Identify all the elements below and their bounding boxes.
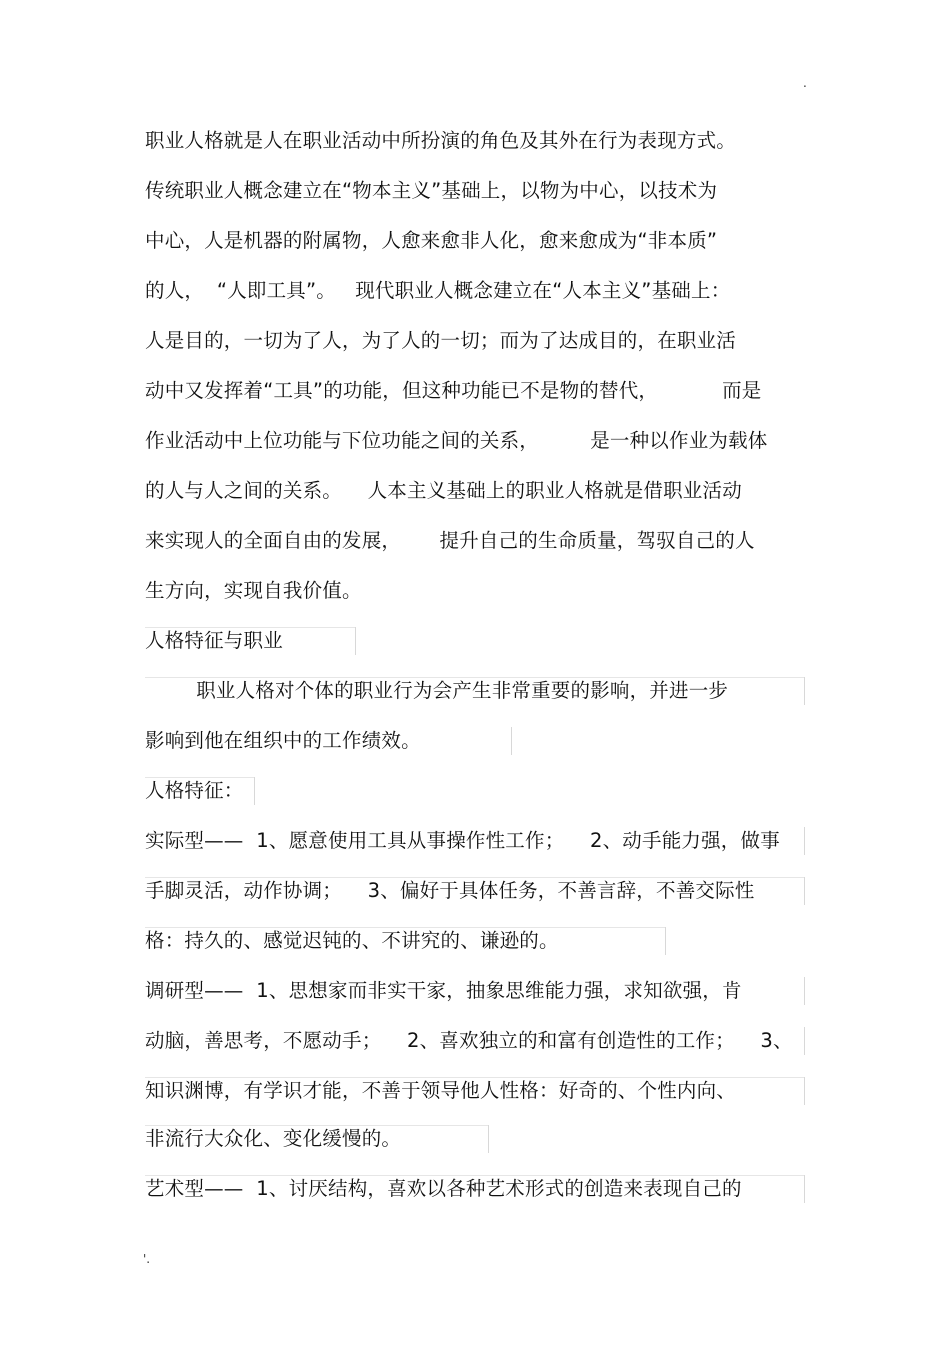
cell-border: [804, 677, 805, 705]
body-text-line: 格：持久的、感觉迟钝的、不讲究的、谦逊的。: [145, 929, 559, 952]
body-text-line: 动中又发挥着“工具”的功能，但这种功能已不是物的替代， 而是: [145, 379, 762, 402]
cell-border: [254, 777, 255, 805]
cell-border: [804, 877, 805, 905]
body-text-line: 中心，人是机器的附属物，人愈来愈非人化，愈来愈成为“非本质”: [145, 229, 718, 252]
body-text-line: 职业人格对个体的职业行为会产生非常重要的影响，并进一步: [145, 679, 729, 702]
body-text-line: 来实现人的全面自由的发展， 提升自己的生命质量，驾驭自己的人: [145, 529, 755, 552]
body-text-line: 调研型—— 1、思想家而非实干家，抽象思维能力强，求知欲强，肯: [145, 979, 742, 1002]
cell-border: [511, 727, 512, 755]
body-text-line: 的人， “人即工具”。 现代职业人概念建立在“人本主义”基础上：: [145, 279, 731, 302]
cell-border: [804, 1077, 805, 1105]
section-heading: 人格特征与职业: [145, 629, 283, 652]
body-text-line: 职业人格就是人在职业活动中所扮演的角色及其外在行为表现方式。: [145, 129, 737, 152]
body-text-line: 人是目的，一切为了人，为了人的一切；而为了达成目的，在职业活: [145, 329, 737, 352]
cell-border: [804, 1027, 805, 1055]
bottom-corner-mark: '.: [143, 1252, 151, 1266]
body-text-line: 知识渊博，有学识才能，不善于领导他人性格：好奇的、个性内向、: [145, 1079, 737, 1102]
body-text-line: 动脑，善思考，不愿动手； 2、喜欢独立的和富有创造性的工作； 3、: [145, 1029, 793, 1052]
body-text-line: 非流行大众化、变化缓慢的。: [145, 1127, 402, 1150]
body-text-line: 传统职业人概念建立在“物本主义”基础上，以物为中心，以技术为: [145, 179, 718, 202]
body-text-line: 手脚灵活，动作协调； 3、偏好于具体任务，不善言辞，不善交际性: [145, 879, 755, 902]
subheading: 人格特征：: [145, 779, 244, 802]
cell-border: [804, 827, 805, 855]
cell-border: [804, 977, 805, 1005]
body-text-line: 艺术型—— 1、讨厌结构，喜欢以各种艺术形式的创造来表现自己的: [145, 1177, 742, 1200]
cell-border: [355, 627, 356, 655]
body-text-line: 实际型—— 1、愿意使用工具从事操作性工作； 2、动手能力强，做事: [145, 829, 780, 852]
body-text-line: 生方向，实现自我价值。: [145, 579, 362, 602]
body-text-line: 作业活动中上位功能与下位功能之间的关系， 是一种以作业为载体: [145, 429, 768, 452]
body-text-line: 影响到他在组织中的工作绩效。: [145, 729, 421, 752]
cell-border: [804, 1175, 805, 1203]
top-corner-mark: .: [803, 76, 807, 90]
cell-border: [488, 1125, 489, 1153]
body-text-line: 的人与人之间的关系。 人本主义基础上的职业人格就是借职业活动: [145, 479, 742, 502]
cell-border: [665, 927, 666, 955]
